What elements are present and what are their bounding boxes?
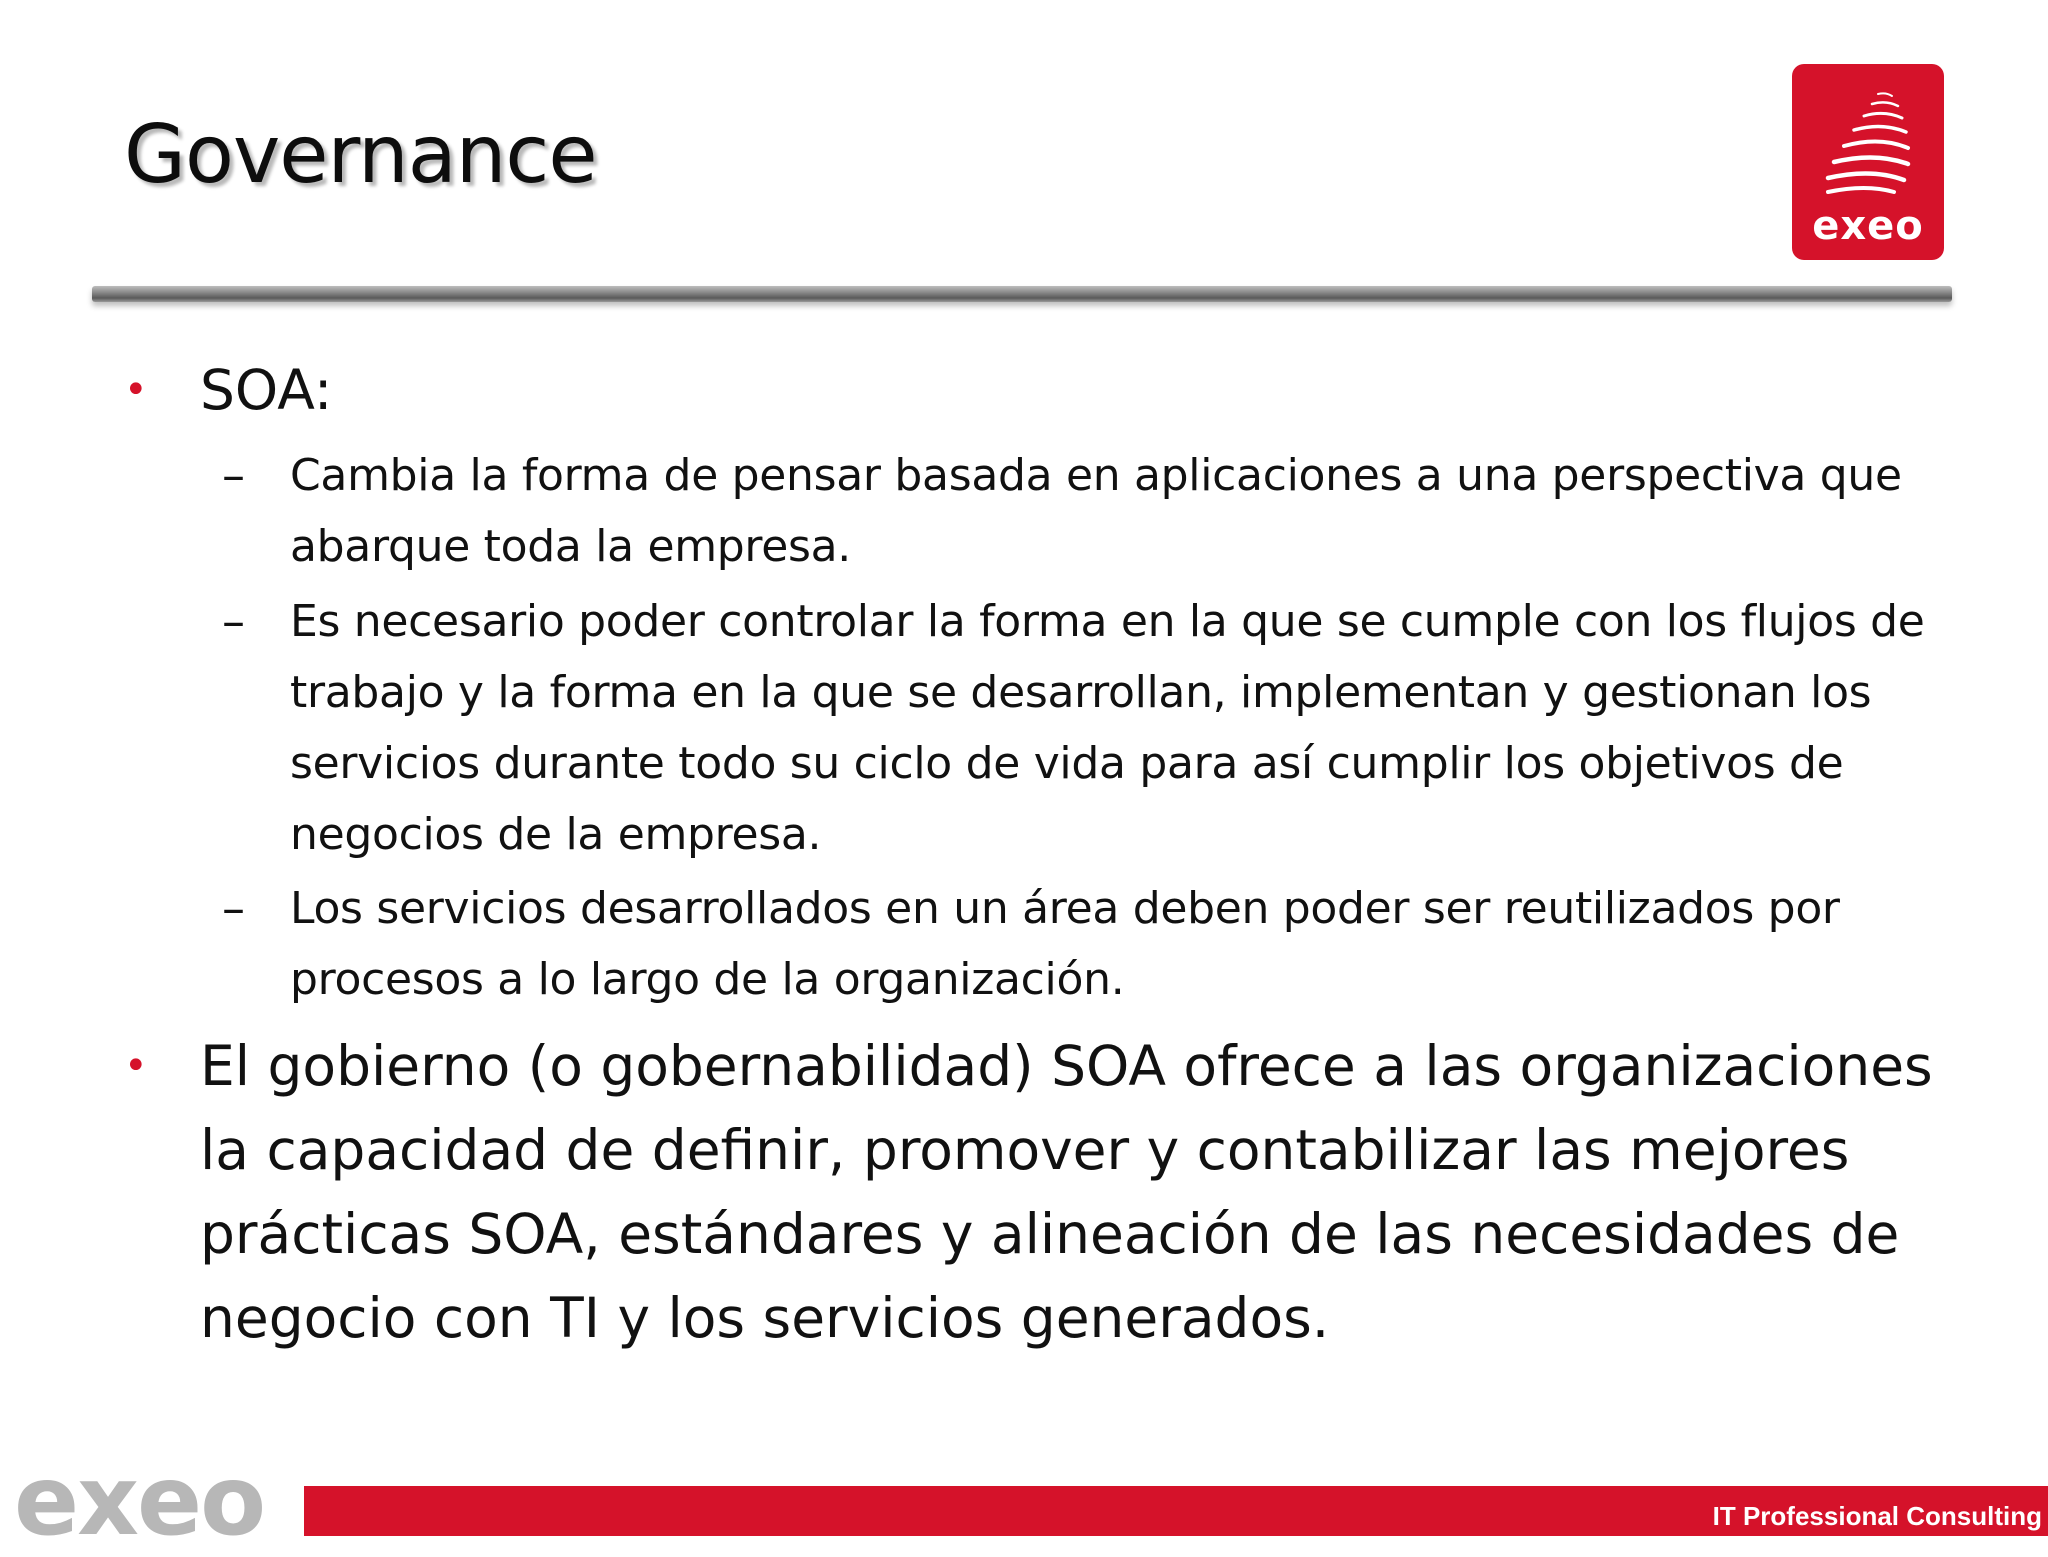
sub-bullet-marker: – [222,448,245,502]
bullet-text: El gobierno (o gobernabilidad) SOA ofrece a las organizaciones la capacidad de definir, promover y contabilizar las mejores prácticas SOA, estándares y alineación de las necesidades de negocio con TI y los servicios generados. [200,1034,1933,1350]
logo-wordmark: exeo [1812,203,1924,249]
bullet-marker: • [124,1043,148,1089]
exeo-logo [1792,64,1944,260]
sub-bullet-marker: – [222,881,245,935]
footer-bar [304,1486,2048,1536]
sub-bullet-text: Cambia la forma de pensar basada en aplicaciones a una perspectiva que abarque toda la empresa. [290,450,1902,572]
footer-logo: exeo [14,1445,265,1557]
sub-bullet-marker: – [222,594,245,648]
title-divider [92,286,1952,302]
footer-tagline: IT Professional Consulting [1712,1501,2042,1531]
bullet-text: SOA: [200,358,333,422]
bullet-marker: • [124,367,148,413]
sub-bullet-text: Es necesario poder controlar la forma en la que se cumple con los flujos de trabajo y la forma en la que se desarrollan, implementan y gestionan los servicios durante todo su ciclo de vida para así cumplir los objetivos de negocios de la empresa. [290,596,1925,860]
slide-title: Governance [124,108,597,201]
sub-bullet-text: Los servicios desarrollados en un área deben poder ser reutilizados por procesos a lo largo de la organización. [290,883,1840,1005]
